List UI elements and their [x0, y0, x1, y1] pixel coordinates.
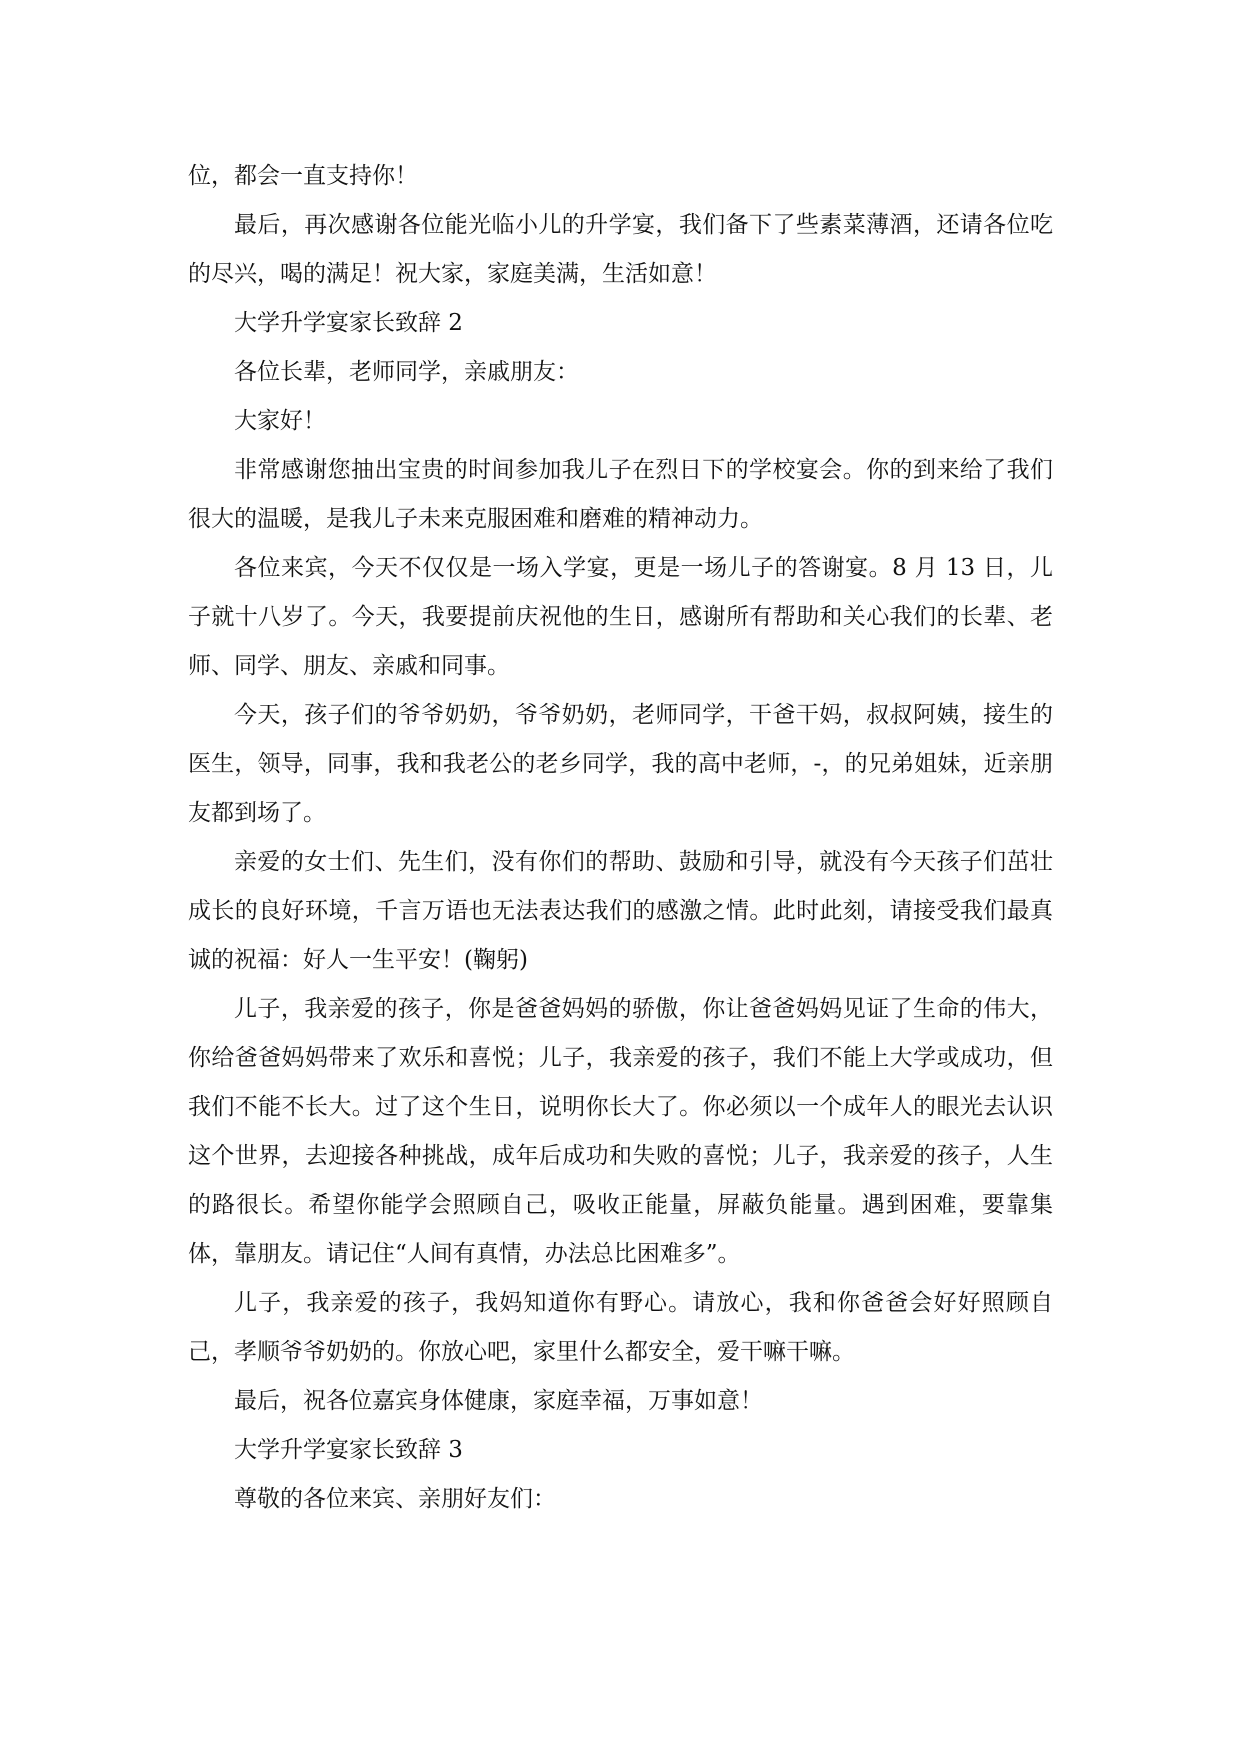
paragraph: 最后，再次感谢各位能光临小儿的升学宴，我们备下了些素菜薄酒，还请各位吃的尽兴，喝的满足！祝大家，家庭美满，生活如意！ [188, 212, 1053, 287]
paragraph: 儿子，我亲爱的孩子，你是爸爸妈妈的骄傲，你让爸爸妈妈见证了生命的伟大，你给爸爸妈妈带来了欢乐和喜悦；儿子，我亲爱的孩子，我们不能上大学或成功，但我们不能不长大。过了这个生日，说明你长大了。你必须以一个成年人的眼光去认识这个世界，去迎接各种挑战，成年后成功和失败的喜悦；儿子，我亲爱的孩子，人生的路很长。希望你能学会照顾自己，吸收正能量，屏蔽负能量。遇到困难，要靠集体，靠朋友。请记住“人间有真情，办法总比困难多”。 [188, 996, 1053, 1267]
salutation: 尊敬的各位来宾、亲朋好友们： [234, 1486, 556, 1512]
paragraph-continuation: 位，都会一直支持你！ [188, 163, 418, 189]
paragraph: 亲爱的女士们、先生们，没有你们的帮助、鼓励和引导，就没有今天孩子们茁壮成长的良好环境，千言万语也无法表达我们的感激之情。此时此刻，请接受我们最真诚的祝福：好人一生平安！(鞠躬) [188, 849, 1053, 973]
section-heading: 大学升学宴家长致辞 2 [234, 310, 463, 336]
paragraph: 今天，孩子们的爷爷奶奶，爷爷奶奶，老师同学，干爸干妈，叔叔阿姨，接生的医生，领导，同事，我和我老公的老乡同学，我的高中老师，-，的兄弟姐妹，近亲朋友都到场了。 [188, 702, 1053, 826]
greeting: 大家好！ [234, 408, 326, 434]
paragraph: 各位来宾，今天不仅仅是一场入学宴，更是一场儿子的答谢宴。8 月 13 日，儿子就十八岁了。今天，我要提前庆祝他的生日，感谢所有帮助和关心我们的长辈、老师、同学、朋友、亲戚和同事。 [188, 555, 1053, 679]
salutation: 各位长辈，老师同学，亲戚朋友： [234, 359, 579, 385]
section-heading: 大学升学宴家长致辞 3 [234, 1437, 463, 1463]
paragraph: 儿子，我亲爱的孩子，我妈知道你有野心。请放心，我和你爸爸会好好照顾自己，孝顺爷爷奶奶的。你放心吧，家里什么都安全，爱干嘛干嘛。 [188, 1290, 1053, 1365]
paragraph: 最后，祝各位嘉宾身体健康，家庭幸福，万事如意！ [234, 1388, 763, 1414]
paragraph: 非常感谢您抽出宝贵的时间参加我儿子在烈日下的学校宴会。你的到来给了我们很大的温暖，是我儿子未来克服困难和磨难的精神动力。 [188, 457, 1053, 532]
